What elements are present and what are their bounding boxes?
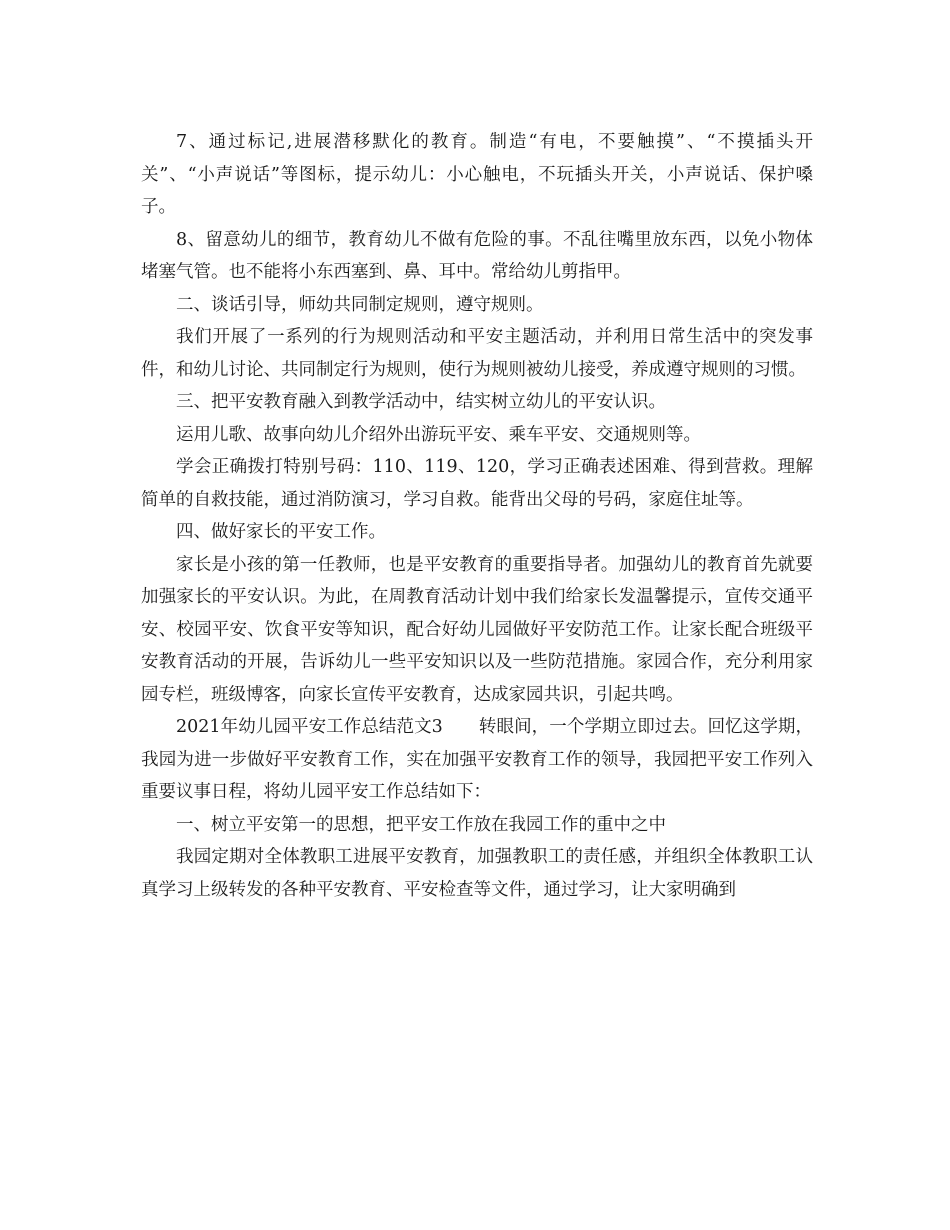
paragraph-parents: 家长是小孩的第一任教师，也是平安教育的重要指导者。加强幼儿的教育首先就要加强家长的平安认识。为此，在周教育活动计划中我们给家长发温馨提示，宣传交通平安、校园平安、饮食平安等知识，配合好幼儿园做好平安防范工作。让家长配合班级平安教育活动的开展，告诉幼儿一些平安知识以及一些防范措施。家园合作，充分利用家园专栏，班级博客，向家长宣传平安教育，达成家园共识，引起共鸣。 <box>141 554 813 705</box>
paragraph-rules: 我们开展了一系列的行为规则活动和平安主题活动，并利用日常生活中的突发事件，和幼儿讨论、共同制定行为规则，使行为规则被幼儿接受，养成遵守规则的习惯。 <box>141 327 813 380</box>
section-heading-two: 二、谈话引导，师幼共同制定规则，遵守规则。 <box>176 294 544 315</box>
section-heading-safety-first: 一、树立平安第一的思想，把平安工作放在我园工作的重中之中 <box>176 814 666 835</box>
paragraph-section-3 <box>141 711 813 809</box>
paragraph-staff-education: 我园定期对全体教职工进展平安教育，加强教职工的责任感，并组织全体教职工认真学习上级转发的各种平安教育、平安检查等文件，通过学习，让大家明确到 <box>141 847 813 900</box>
paragraph-songs: 运用儿歌、故事向幼儿介绍外出游玩平安、乘车平安、交通规则等。 <box>176 424 701 445</box>
document-body <box>141 126 813 906</box>
section-3-heading: 2021年幼儿园平安工作总结范文3 <box>176 717 443 737</box>
section-heading-four: 四、做好家长的平安工作。 <box>176 522 386 542</box>
paragraph-emergency-numbers: 学会正确拨打特别号码：110、119、120，学习正确表述困难、得到营救。理解简单的自救技能，通过消防演习，学习自救。能背出父母的号码，家庭住址等。 <box>141 457 813 510</box>
section-heading-three: 三、把平安教育融入到教学活动中，结实树立幼儿的平安认识。 <box>176 392 666 412</box>
paragraph-item-7: 7、通过标记,进展潜移默化的教育。制造“有电，不要触摸”、“不摸插头开关”、“小声说话”等图标，提示幼儿：小心触电，不玩插头开关，小声说话、保护嗓子。 <box>141 132 813 217</box>
section-3-lead: 转眼间，一个学期立即过去。回忆这学期，我园为进一步做好平安教育工作，实在加强平安教育工作的领导，我园把平安工作列入重要议事日程，将幼儿园平安工作总结如下： <box>141 717 814 802</box>
paragraph-item-8: 8、留意幼儿的细节，教育幼儿不做有危险的事。不乱往嘴里放东西，以免小物体堵塞气管。也不能将小东西塞到、鼻、耳中。常给幼儿剪指甲。 <box>141 229 813 282</box>
